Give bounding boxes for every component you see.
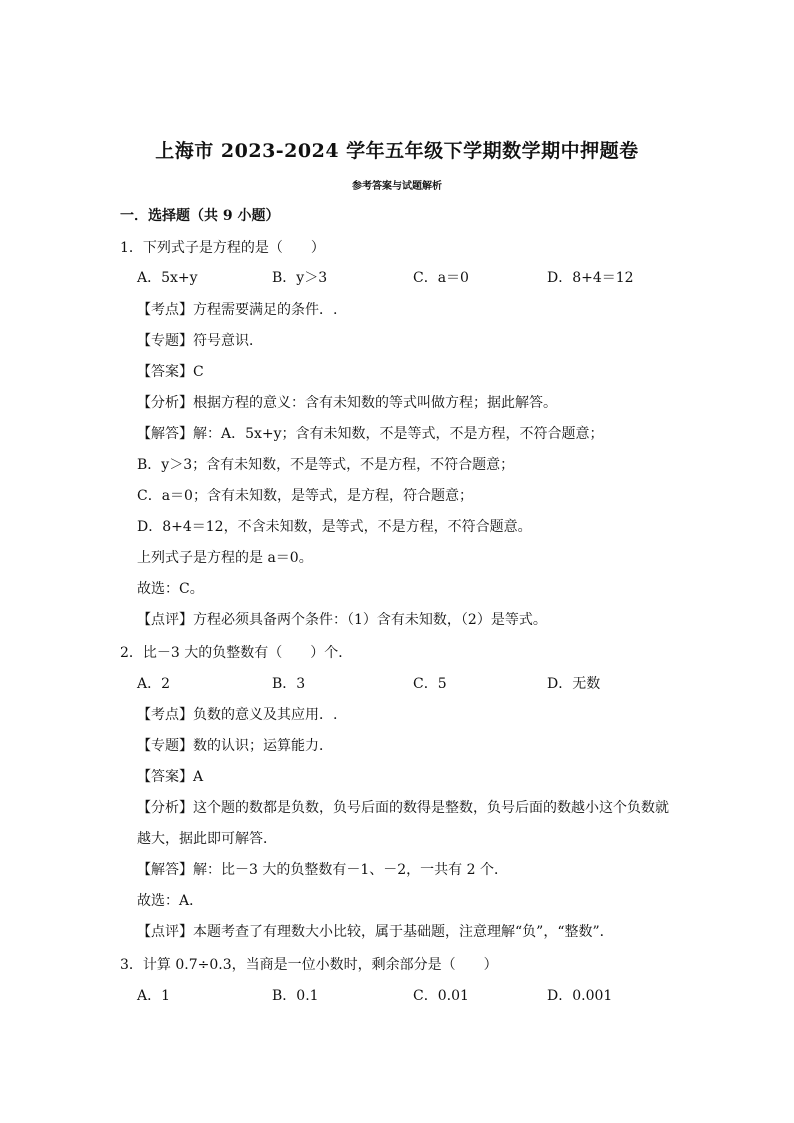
q2-kaodian: 【考点】负数的意义及其应用．.: [137, 707, 338, 723]
q1-option-b: B．y＞3: [272, 270, 328, 286]
q1-solution-line: 【解答】解：A．5x+y；含有未知数，不是等式，不是方程，不符合题意；: [137, 426, 604, 442]
q2-solution-line: 故选：A．: [137, 893, 204, 909]
q1-solution-line: 故选：C。: [137, 581, 204, 597]
q2-option-b: B．3: [272, 676, 306, 692]
q2-analysis-line: 越大，据此即可解答．: [137, 831, 277, 847]
q3-option-c: C．0.01: [413, 988, 469, 1004]
q1-option-d: D．8+4＝12: [547, 270, 634, 286]
q1-option-a: A．5x+y: [137, 270, 198, 286]
q2-option-d: D．无数: [547, 676, 601, 692]
document-subtitle: 参考答案与试题解析: [352, 181, 442, 192]
q1-solution-line: 上列式子是方程的是 a＝0。: [137, 550, 313, 566]
q1-solution-line: B．y＞3；含有未知数，不是等式，不是方程，不符合题意；: [137, 457, 515, 473]
document-title: 上海市 2023-2024 学年五年级下学期数学期中押题卷: [155, 140, 639, 162]
q3-option-a: A．1: [137, 988, 171, 1004]
q2-option-c: C．5: [413, 676, 447, 692]
q3-option-d: D．0.001: [547, 988, 613, 1004]
q1-comment: 【点评】方程必须具备两个条件：（1）含有未知数，（2）是等式。: [137, 612, 547, 628]
question-1-stem: 1．下列式子是方程的是（ ）: [120, 240, 325, 256]
q2-solution-line: 【解答】解：比－3 大的负整数有－1、－2，一共有 2 个．: [137, 862, 508, 878]
q2-option-a: A．2: [137, 676, 171, 692]
q1-zhuanti: 【专题】符号意识．: [137, 333, 263, 349]
q1-kaodian: 【考点】方程需要满足的条件．.: [137, 302, 338, 318]
question-2-stem: 2．比－3 大的负整数有（ ）个．: [120, 645, 353, 661]
q2-comment: 【点评】本题考查了有理数大小比较，属于基础题，注意理解“负”，“整数”．: [137, 924, 614, 940]
q1-analysis: 【分析】根据方程的意义：含有未知数的等式叫做方程；据此解答。: [137, 395, 557, 411]
q1-option-c: C．a＝0: [413, 270, 469, 286]
q3-option-b: B．0.1: [272, 988, 319, 1004]
section-heading: 一．选择题（共 9 小题）: [120, 208, 280, 224]
q2-analysis-line: 【分析】这个题的数都是负数，负号后面的数得是整数，负号后面的数越小这个负数就: [137, 800, 669, 816]
question-3-stem: 3．计算 0.7÷0.3，当商是一位小数时，剩余部分是（ ）: [120, 957, 498, 973]
q1-solution-line: D．8+4＝12，不含未知数，是等式，不是方程，不符合题意。: [137, 519, 532, 535]
q2-answer: 【答案】A: [137, 769, 204, 785]
q1-solution-line: C．a＝0；含有未知数，是等式，是方程，符合题意；: [137, 488, 473, 504]
q1-answer: 【答案】C: [137, 364, 204, 380]
q2-zhuanti: 【专题】数的认识；运算能力．: [137, 738, 333, 754]
